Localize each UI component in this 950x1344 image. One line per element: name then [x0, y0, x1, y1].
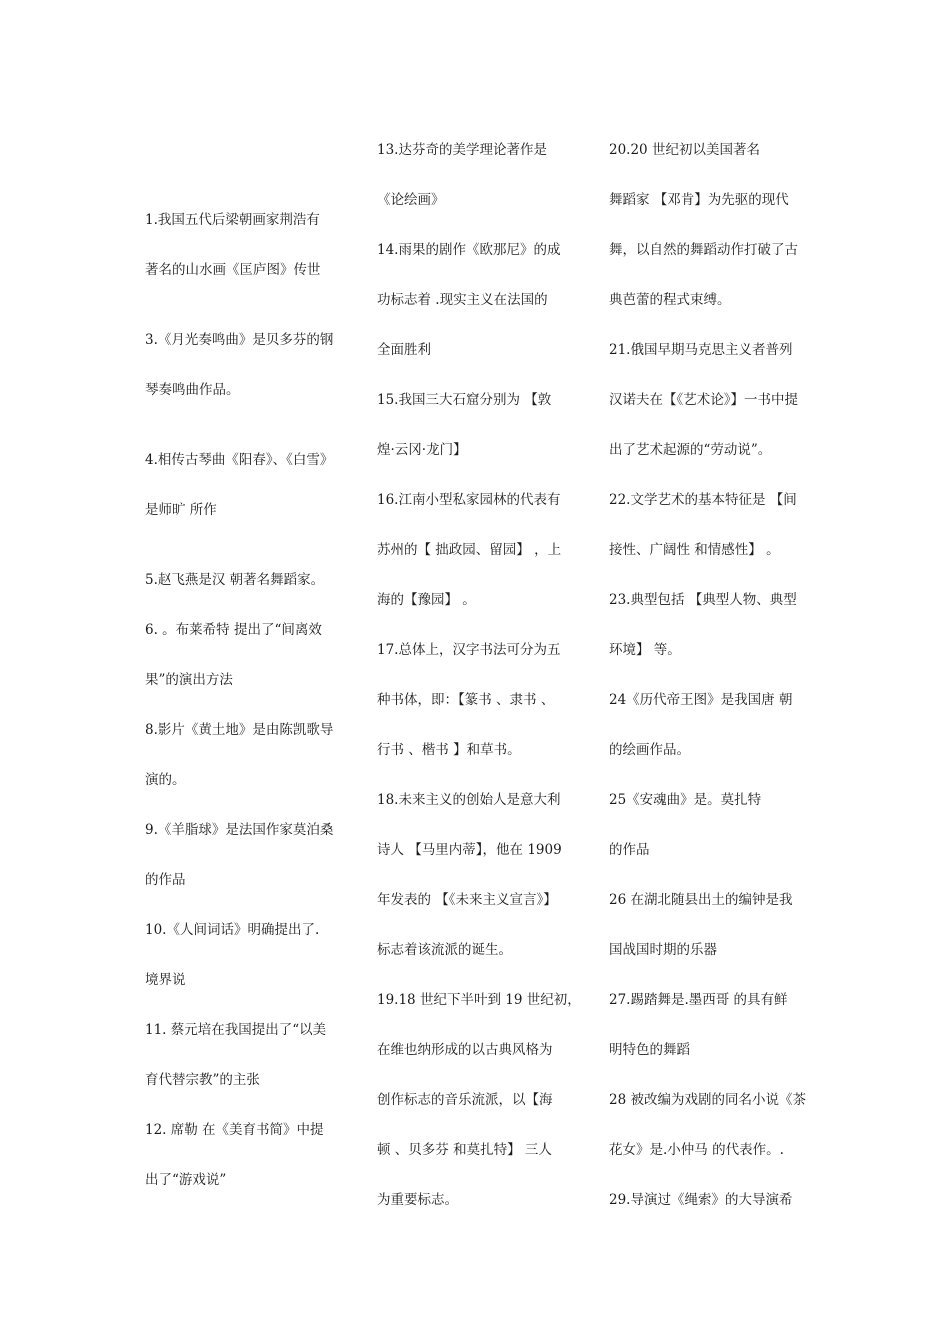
text-line: 1.我国五代后梁朝画家荆浩有	[145, 212, 320, 228]
text-line: 功标志着 .现实主义在法国的	[377, 292, 548, 308]
text-line: 行书 、楷书 】和草书。	[377, 742, 521, 758]
text-line: 的作品	[145, 872, 186, 888]
text-line: 5.赵飞燕是汉 朝著名舞蹈家。	[145, 572, 325, 588]
text-line: 花女》是.小仲马 的代表作。.	[609, 1142, 784, 1158]
text-line: 3.《月光奏鸣曲》是贝多芬的钢	[145, 332, 334, 348]
text-line: 汉诺夫在【《艺术论》】一书中提	[609, 392, 798, 408]
text-line: 8.影片《黄土地》是由陈凯歌导	[145, 722, 334, 738]
text-line: 境界说	[145, 972, 186, 988]
text-line: 23.典型包括 【典型人物、典型	[609, 592, 797, 608]
text-line: 煌·云冈·龙门】	[377, 442, 467, 458]
text-line: 9.《羊脂球》是法国作家莫泊桑	[145, 822, 334, 838]
text-line: 10.《人间词话》明确提出了.	[145, 922, 320, 938]
text-line: 20.20 世纪初以美国著名	[609, 142, 760, 158]
text-line: 在维也纳形成的以古典风格为	[377, 1042, 553, 1058]
text-line: 苏州的【 拙政园、留园】 ，上	[377, 542, 562, 558]
text-line: 28 被改编为戏剧的同名小说《茶	[609, 1092, 806, 1108]
text-line: 《论绘画》	[377, 192, 445, 208]
text-line: 琴奏鸣曲作品。	[145, 382, 240, 398]
text-line: 6. 。布莱希特 提出了“间离效	[145, 622, 322, 638]
text-line: 标志着该流派的诞生。	[377, 942, 512, 958]
text-line: 25《安魂曲》是。莫扎特	[609, 792, 762, 808]
text-line: 24《历代帝王图》是我国唐 朝	[609, 692, 793, 708]
text-line: 种书体，即：【篆书 、隶书 、	[377, 692, 555, 708]
text-line: 的绘画作品。	[609, 742, 690, 758]
text-line: 海的【豫园】 。	[377, 592, 476, 608]
text-line: 21.俄国早期马克思主义者普列	[609, 342, 793, 358]
text-line: 12. 席勒 在《美育书简》中提	[145, 1122, 324, 1138]
text-line: 16.江南小型私家园林的代表有	[377, 492, 561, 508]
text-line: 15.我国三大石窟分别为 【敦	[377, 392, 552, 408]
text-line: 为重要标志。	[377, 1192, 458, 1208]
text-line: 果”的演出方法	[145, 672, 233, 688]
text-line: 明特色的舞蹈	[609, 1042, 690, 1058]
text-line: 26 在湖北随县出土的编钟是我	[609, 892, 793, 908]
text-line: 全面胜利	[377, 342, 431, 358]
text-line: 创作标志的音乐流派，以【海	[377, 1092, 553, 1108]
text-line: 出了艺术起源的“劳动说”。	[609, 442, 772, 458]
text-line: 出了“游戏说”	[145, 1172, 227, 1188]
text-line: 接性、广阔性 和情感性】 。	[609, 542, 780, 558]
text-line: 13.达芬奇的美学理论著作是	[377, 142, 547, 158]
text-line: 11. 蔡元培在我国提出了“以美	[145, 1022, 327, 1038]
text-line: 年发表的 【《未来主义宣言》】	[377, 892, 557, 908]
text-line: 演的。	[145, 772, 186, 788]
text-line: 19.18 世纪下半叶到 19 世纪初，	[377, 992, 581, 1008]
text-line: 18.未来主义的创始人是意大利	[377, 792, 561, 808]
text-line: 14.雨果的剧作《欧那尼》的成	[377, 242, 561, 258]
text-line: 顿 、贝多芬 和莫扎特】 三人	[377, 1142, 552, 1158]
text-line: 环境】 等。	[609, 642, 681, 658]
text-line: 著名的山水画《匡庐图》传世	[145, 262, 321, 278]
text-line: 舞蹈家 【邓肯】为先驱的现代	[609, 192, 789, 208]
text-line: 舞，以自然的舞蹈动作打破了古	[609, 242, 798, 258]
text-line: 4.相传古琴曲《阳春》、《白雪》	[145, 452, 334, 468]
text-line: 国战国时期的乐器	[609, 942, 717, 958]
text-line: 27.踢踏舞是.墨西哥 的具有鲜	[609, 992, 788, 1008]
text-line: 是师旷 所作	[145, 502, 217, 518]
text-line: 17.总体上，汉字书法可分为五	[377, 642, 561, 658]
text-line: 诗人 【马里内蒂】，他在 1909	[377, 842, 562, 858]
text-line: 的作品	[609, 842, 650, 858]
text-line: 22.文学艺术的基本特征是 【间	[609, 492, 797, 508]
text-line: 典芭蕾的程式束缚。	[609, 292, 731, 308]
text-line: 育代替宗教”的主张	[145, 1072, 260, 1088]
text-line: 29.导演过《绳索》的大导演希	[609, 1192, 793, 1208]
